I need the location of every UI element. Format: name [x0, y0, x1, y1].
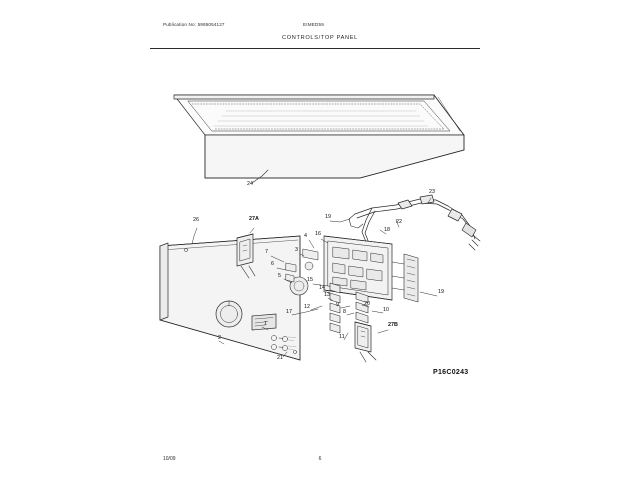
callout-9: 9: [336, 302, 339, 308]
model-number: EIMED59: [303, 22, 325, 27]
callout-24: 24: [247, 181, 253, 187]
callout-11: 11: [339, 334, 345, 340]
callout-23: 23: [429, 189, 435, 195]
page-title: CONTROLS/TOP PANEL: [281, 35, 358, 41]
callout-20: 20: [364, 301, 370, 307]
callout-12: 12: [304, 304, 310, 310]
callout-3: 3: [295, 247, 298, 253]
callout-26: 26: [193, 217, 199, 223]
callout-27a: 27A: [249, 216, 259, 222]
callout-10: 10: [383, 307, 389, 313]
footer-page-number: 6: [318, 456, 322, 462]
callout-19a: 19: [325, 214, 331, 220]
callout-7: 7: [265, 249, 268, 255]
callout-15: 15: [307, 277, 313, 283]
callout-8: 8: [343, 309, 346, 315]
callout-22: 22: [396, 219, 402, 225]
callout-6: 6: [271, 261, 274, 267]
callout-27b: 27B: [388, 322, 398, 328]
callout-16: 16: [315, 231, 321, 237]
callout-1: 1: [264, 321, 267, 327]
publication-number: Publication No: 5995054127: [163, 22, 225, 27]
footer-date: 10/09: [163, 456, 176, 462]
callout-2: 2: [218, 335, 221, 341]
figure-code: P16C0243: [433, 369, 469, 376]
callout-14: 14: [319, 285, 325, 291]
callout-4: 4: [304, 233, 307, 239]
callout-21: 21: [277, 355, 283, 361]
callout-17: 17: [286, 309, 292, 315]
callout-13: 13: [324, 292, 330, 298]
callout-5: 5: [278, 273, 281, 279]
callout-18: 18: [384, 227, 390, 233]
callout-19b: 19: [438, 289, 444, 295]
